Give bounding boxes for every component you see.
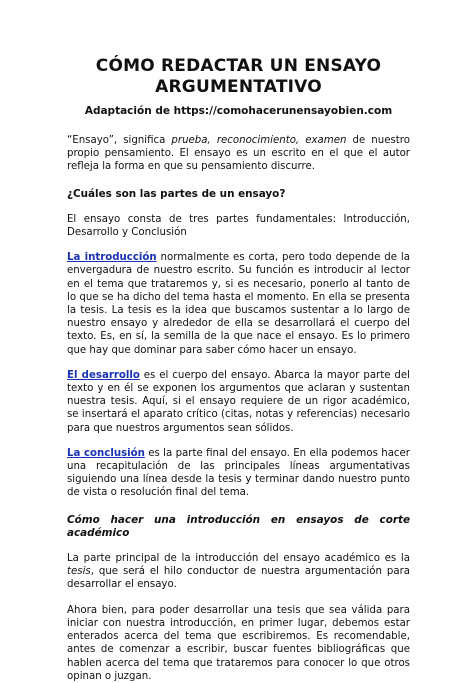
conclusion-text: es la parte final del ensayo. En ella podemos hacer una recapitulación de las principales líneas argumentativas siguiendo una línea desde la tesis y terminar dando nuestro punto de vista o resolución final del tema. xyxy=(67,447,410,499)
term-introduccion: La introducción xyxy=(67,252,157,264)
title-line-1: CÓMO REDACTAR UN ENSAYO xyxy=(95,56,382,76)
term-conclusion: La conclusión xyxy=(67,447,145,459)
section-heading-academic-intro: Cómo hacer una introducción en ensayos de corte académico xyxy=(67,513,410,539)
parts-lead-paragraph: El ensayo consta de tres partes fundamentales: Introducción, Desarrollo y Conclusión xyxy=(67,213,410,239)
intro-paragraph xyxy=(67,134,410,174)
thesis-text-post: , que será el hilo conductor de nuestra argumentación para desarrollar el ensayo. xyxy=(67,566,410,591)
intro-italic-words: prueba, reconocimiento, examen xyxy=(171,135,347,146)
development-paragraph xyxy=(67,369,410,435)
introduction-text: normalmente es corta, pero todo depende de la envergadura de nuestro escrito. Su función es introducir al lector en el tema que trataremos y, si es necesario, ponerlo al tanto de lo que se ha dicho del tema hasta el momento. En ella se presenta la tesis. La tesis es la idea que buscamos sustentar a lo largo de nuestro ensayo y alrededor de ella se desarrollará el cuerpo del texto. Es, en sí, la semilla de la que nace el ensayo. Es lo primero que hay que dominar para saber cómo hacer un ensayo. xyxy=(67,252,410,356)
document-title xyxy=(67,56,410,98)
development-text: es el cuerpo del ensayo. Abarca la mayor parte del texto y en él se exponen los argumentos que aclaran y sustentan nuestra tesis. Aquí, si el ensayo requiere de un rigor académico, se insertará el aparato crítico (citas, notas y referencias) necesario para que nuestros argumentos sean sólidos. xyxy=(67,369,410,434)
thesis-text-pre: La parte principal de la introducción del ensayo académico es la xyxy=(67,553,410,565)
conclusion-paragraph xyxy=(67,447,410,500)
intro-text-pre: “Ensayo”, significa xyxy=(67,135,172,146)
thesis-paragraph xyxy=(67,552,410,592)
intro-text-post: de nuestro propio pensamiento. El ensayo es un escrito en el que el autor refleja la forma en que su pensamiento discurre. xyxy=(67,135,410,173)
sources-paragraph: Ahora bien, para poder desarrollar una tesis que sea válida para iniciar con nuestra introducción, en primer lugar, debemos estar enterados acerca del tema que escribiremos. Es recomendable, antes de comenzar a escribir, buscar fuentes bibliográficas que hablen acerca del tema que trataremos para conocer lo que otros opinan o juzgan. xyxy=(67,604,410,682)
term-desarrollo: El desarrollo xyxy=(67,369,140,381)
introduction-paragraph xyxy=(67,251,410,357)
thesis-term: tesis xyxy=(67,566,91,578)
title-line-2: ARGUMENTATIVO xyxy=(155,77,322,97)
section-heading-parts: ¿Cuáles son las partes de un ensayo? xyxy=(67,187,286,200)
document-subtitle: Adaptación de https://comohacerunensayobien.com xyxy=(84,105,393,117)
